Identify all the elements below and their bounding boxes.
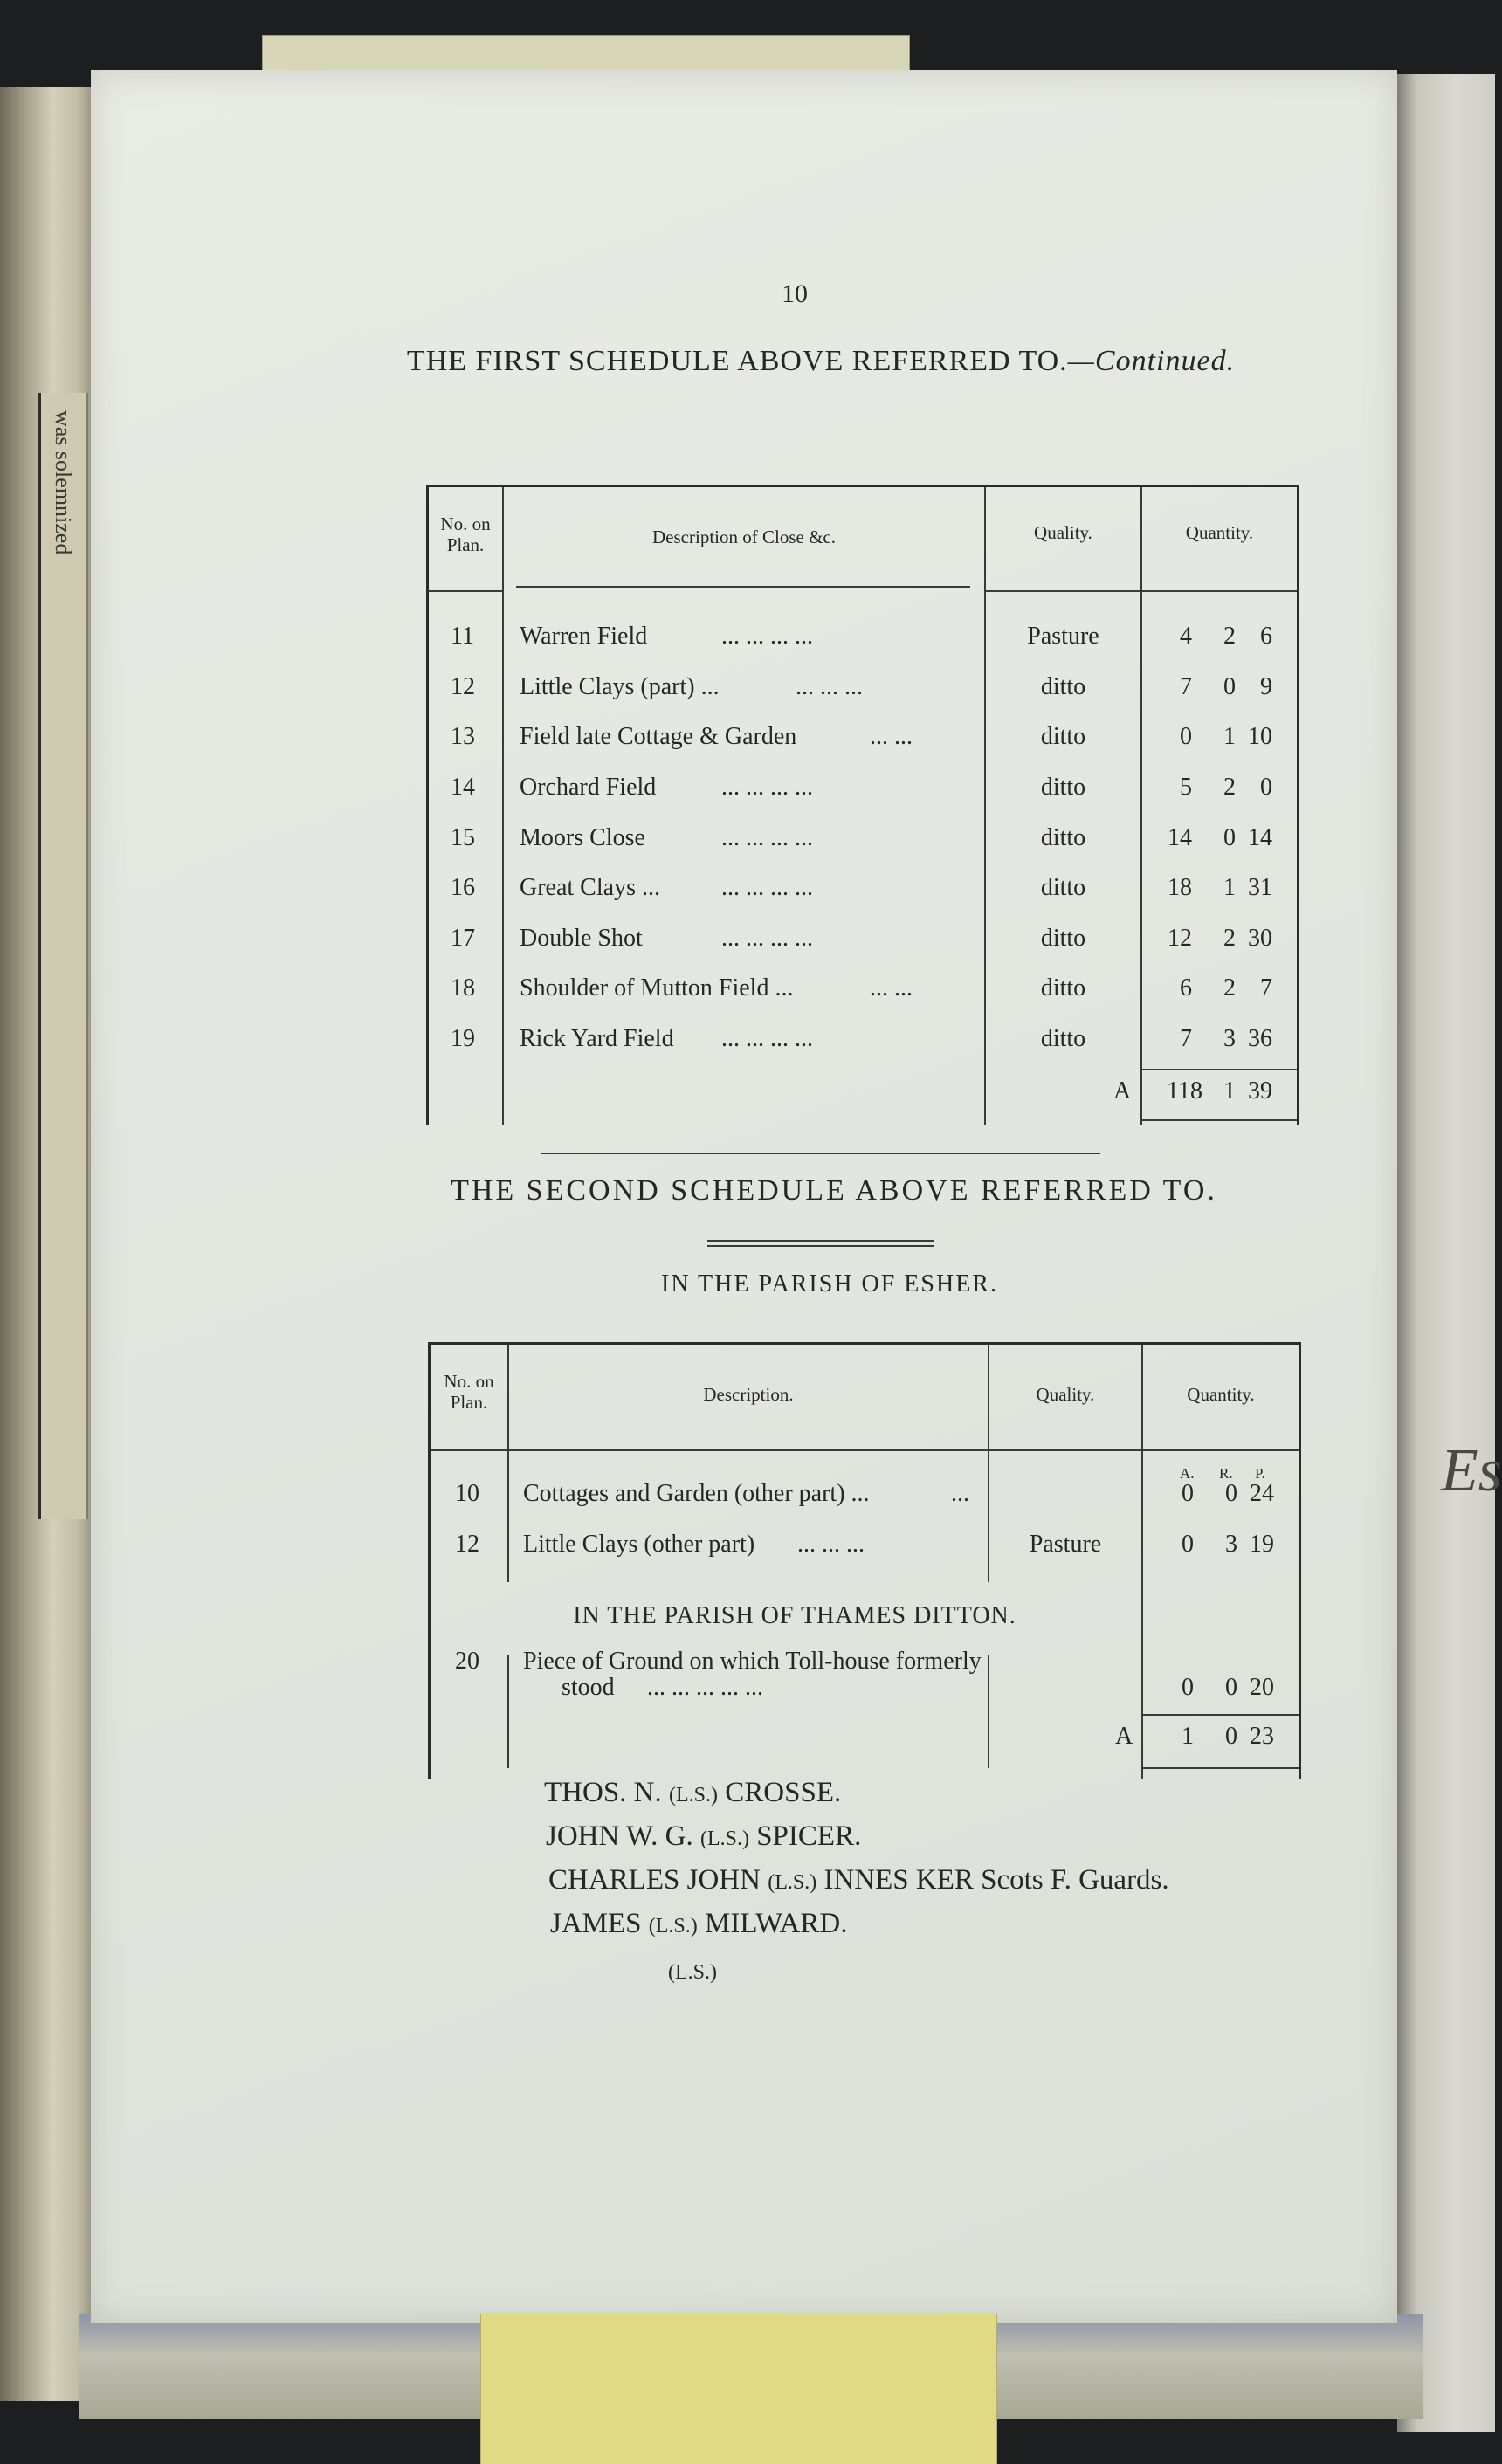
close-description: Double Shot [520,925,643,952]
plan-number: 14 [451,774,475,801]
quality: Pasture [1027,623,1099,650]
signature-line [668,1954,717,1986]
perches: 14 [1248,824,1272,851]
roods: 3 [1225,1531,1237,1558]
description-line1: Piece of Ground on which Toll-house formerly [523,1648,982,1675]
header-rule [984,590,1297,592]
total-label: A [1113,1077,1132,1105]
acres: 7 [1180,673,1192,700]
plan-number: 17 [451,925,475,952]
total-label: A [1115,1723,1133,1750]
total-rule [1140,1119,1297,1121]
close-description: Little Clays (part) ... [520,673,720,700]
acres: 5 [1180,774,1192,801]
acres: 0 [1182,1480,1194,1507]
page-number: 10 [782,279,808,308]
double-rule [707,1245,934,1247]
signatory-last: SPICER. [756,1820,862,1852]
description: Little Clays (other part) [523,1531,755,1558]
total-perches: 39 [1248,1077,1272,1105]
total-perches: 23 [1250,1723,1274,1750]
col-header-roods: R. [1219,1465,1233,1482]
roods: 0 [1223,824,1236,851]
col-divider [507,1655,509,1768]
col-header-quantity: Quantity. [1187,1384,1255,1405]
header-rule [429,590,502,592]
seal-mark: (L.S.) [768,1871,817,1894]
acres: 0 [1180,723,1192,750]
acres: 4 [1180,623,1192,650]
acres: 18 [1168,874,1192,901]
schedule1-heading [323,345,1319,378]
total-rule [1141,1767,1299,1769]
plan-number: 12 [455,1531,479,1558]
quality: ditto [1040,673,1086,700]
close-description: Orchard Field [520,774,657,801]
roods: 2 [1223,974,1236,1001]
leader-dots: ... ... ... ... [721,824,813,851]
roods: 2 [1223,774,1236,801]
signatory-first: THOS. N. [544,1777,662,1808]
col-divider [507,1345,509,1582]
header-rule [431,1449,1299,1451]
perches: 6 [1260,623,1272,650]
acres: 0 [1182,1674,1194,1701]
roods: 1 [1223,874,1236,901]
roods: 2 [1223,623,1236,650]
col-header-no: No. on Plan. [444,1371,494,1413]
seal-mark: (L.S.) [648,1915,698,1937]
description: Cottages and Garden (other part) ... [523,1480,870,1507]
seal-mark: (L.S.) [668,1961,717,1984]
quality: ditto [1040,874,1086,901]
close-description: Shoulder of Mutton Field ... [520,974,794,1001]
leader-dots: ... ... [870,723,913,750]
section-rule [541,1153,1100,1154]
perches: 7 [1260,974,1272,1001]
total-roods: 0 [1225,1723,1237,1750]
col-divider [988,1655,989,1768]
plan-number: 10 [455,1480,479,1507]
perches: 20 [1250,1674,1274,1701]
spine-binding-strip [38,393,88,1519]
seal-mark: (L.S.) [669,1784,719,1807]
quality: ditto [1040,1025,1086,1052]
roods: 0 [1223,673,1236,700]
leader-dots: ... ... [870,974,913,1001]
leader-dots: ... ... ... [796,673,863,700]
adjacent-page-right [1397,74,1502,2432]
close-description: Moors Close [520,824,645,851]
plan-number: 15 [451,824,475,851]
acres: 6 [1180,974,1192,1001]
perches: 19 [1250,1531,1274,1558]
plan-number: 12 [451,673,475,700]
perches: 31 [1248,874,1272,901]
perches: 30 [1248,925,1272,952]
quality: Pasture [1029,1531,1102,1558]
plan-number: 11 [451,623,474,650]
col-header-acres: A. [1180,1465,1195,1482]
total-acres: 1 [1182,1723,1194,1750]
close-description: Warren Field [520,623,648,650]
signature-line [546,1820,861,1853]
plan-number: 19 [451,1025,475,1052]
col-header-description: Description. [703,1384,794,1405]
col-header-quality: Quality. [1036,1384,1095,1405]
roods: 1 [1223,723,1236,750]
acres: 0 [1182,1531,1194,1558]
total-rule [1141,1714,1299,1716]
col-header-perches: P. [1255,1465,1265,1482]
spine-label: was solemnized [51,410,76,555]
col-header-no: No. on Plan. [440,513,491,555]
leader-dots: ... ... ... ... [721,774,813,801]
quality: ditto [1040,774,1086,801]
roods: 0 [1225,1480,1237,1507]
close-description: Field late Cottage & Garden [520,723,797,750]
plan-number: 13 [451,723,475,750]
perches: 24 [1250,1480,1274,1507]
signatory-first: JAMES [550,1908,642,1939]
quality: ditto [1040,974,1086,1001]
total-acres: 118 [1167,1077,1202,1105]
perches: 10 [1248,723,1272,750]
parish-thames-ditton-heading: IN THE PARISH OF THAMES DITTON. [573,1602,1016,1629]
quality: ditto [1040,925,1086,952]
perches: 9 [1260,673,1272,700]
acres: 7 [1180,1025,1192,1052]
close-description: Rick Yard Field [520,1025,674,1052]
schedule2-heading: THE SECOND SCHEDULE ABOVE REFERRED TO. [451,1174,1217,1207]
seal-mark: (L.S.) [699,1827,749,1850]
col-header-quality: Quality. [1034,522,1092,543]
signatory-last: INNES KER Scots F. Guards. [823,1864,1169,1896]
total-roods: 1 [1223,1077,1236,1105]
col-divider [502,487,504,1125]
signatory-first: JOHN W. G. [546,1820,693,1852]
perches: 0 [1260,774,1272,801]
signature-line [550,1908,847,1940]
plan-number: 16 [451,874,475,901]
col-header-quantity: Quantity. [1185,522,1254,543]
schedule1-heading-text: THE FIRST SCHEDULE ABOVE REFERRED TO. [406,345,1068,377]
quality: ditto [1040,723,1086,750]
acres: 12 [1168,925,1192,952]
bottom-paper-tab [480,2314,997,2464]
schedule2-table [428,1342,1301,1779]
description-line2: stood [562,1674,615,1701]
leader-dots: ... ... ... ... [721,623,813,650]
header-rule [516,586,970,588]
leader-dots: ... ... ... [797,1531,865,1558]
adjacent-page-text: Es [1441,1437,1502,1504]
signatory-last: CROSSE. [725,1777,842,1808]
plan-number: 18 [451,974,475,1001]
double-rule [707,1240,934,1242]
col-header-description: Description of Close &c. [652,527,836,547]
leader-dots: ... ... ... ... [721,1025,813,1052]
leader-dots: ... ... ... ... [721,925,813,952]
perches: 36 [1248,1025,1272,1052]
roods: 0 [1225,1674,1237,1701]
signatory-last: MILWARD. [705,1908,848,1939]
roods: 3 [1223,1025,1236,1052]
roods: 2 [1223,925,1236,952]
signature-line [548,1864,1169,1896]
col-divider [1140,487,1142,1125]
parish-esher-heading: IN THE PARISH OF ESHER. [661,1270,998,1297]
leader-dots: ... [951,1480,969,1507]
close-description: Great Clays ... [520,874,660,901]
signature-line [544,1777,841,1809]
quality: ditto [1040,824,1086,851]
leader-dots: ... ... ... ... ... [647,1674,763,1701]
acres: 14 [1168,824,1192,851]
leader-dots: ... ... ... ... [721,874,813,901]
schedule1-table [426,485,1299,1125]
signatory-first: CHARLES JOHN [548,1864,761,1896]
plan-number: 20 [455,1648,479,1675]
total-rule [1140,1069,1297,1070]
schedule1-heading-suffix: —Continued. [1067,345,1236,377]
